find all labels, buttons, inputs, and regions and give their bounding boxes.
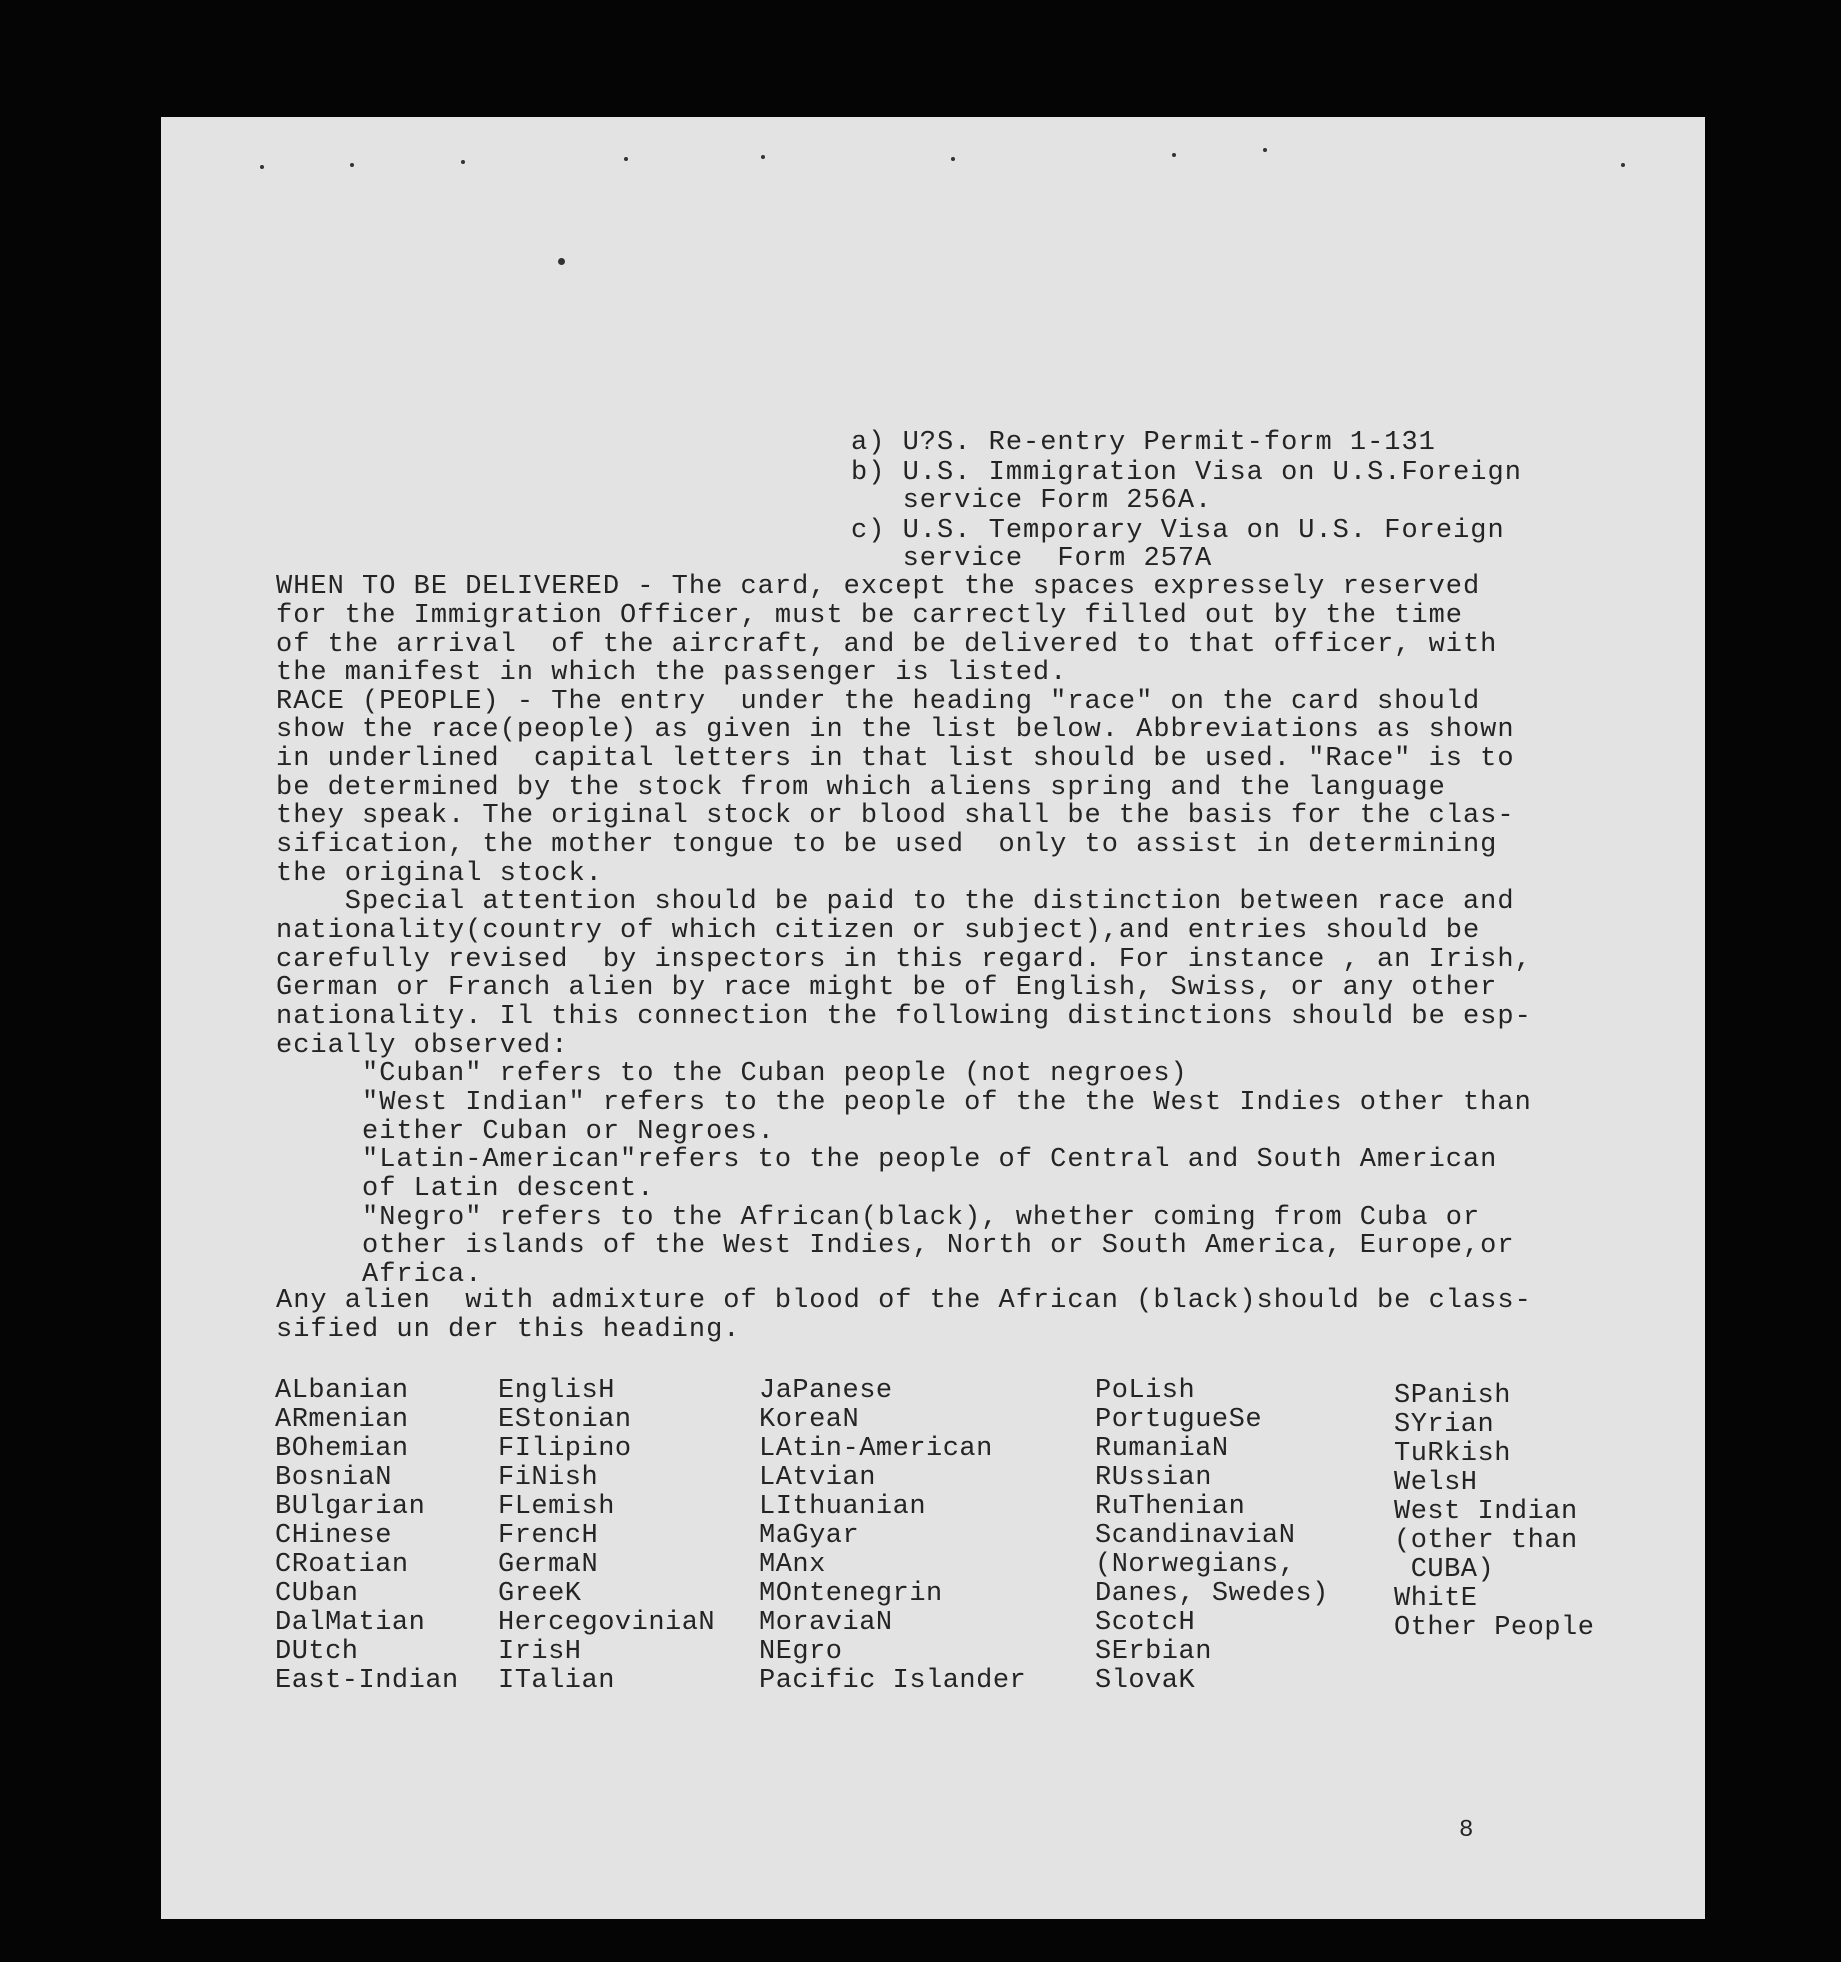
race-entry: East-Indian [275, 1666, 459, 1696]
punch-dot [1621, 163, 1625, 167]
visa-item: service Form 256A. [851, 486, 1213, 516]
race-entry: WelsH [1394, 1468, 1478, 1498]
race-entry: PortugueSe [1095, 1405, 1263, 1435]
visa-item: a) U?S. Re-entry Permit-form 1-131 [851, 428, 1436, 458]
punch-dot [1263, 148, 1267, 152]
text-line: "Negro" refers to the African(black), whether coming from Cuba or [276, 1203, 1481, 1233]
text-line: sified un der this heading. [276, 1315, 741, 1345]
punch-dot [558, 258, 565, 265]
race-entry: SErbian [1095, 1637, 1212, 1667]
race-entry: MoraviaN [759, 1608, 893, 1638]
race-entry: SPanish [1394, 1381, 1511, 1411]
race-entry: RumaniaN [1095, 1434, 1229, 1464]
race-entry: NEgro [759, 1637, 843, 1667]
race-entry: Danes, Swedes) [1095, 1579, 1329, 1609]
text-line: nationality. Il this connection the following distinctions should be esp- [276, 1002, 1532, 1032]
race-entry: ScandinaviaN [1095, 1521, 1296, 1551]
text-line: for the Immigration Officer, must be carrectly filled out by the time [276, 601, 1463, 631]
text-line: "West Indian" refers to the people of the the West Indies other than [276, 1088, 1532, 1118]
text-line: show the race(people) as given in the list below. Abbreviations as shown [276, 715, 1515, 745]
race-entry: KoreaN [759, 1405, 860, 1435]
race-entry: CRoatian [275, 1550, 409, 1580]
punch-dot [951, 157, 955, 161]
race-entry: West Indian [1394, 1497, 1578, 1527]
race-entry: JaPanese [759, 1376, 893, 1406]
race-entry: GreeK [498, 1579, 582, 1609]
race-entry: DalMatian [275, 1608, 426, 1638]
race-entry: EStonian [498, 1405, 632, 1435]
text-line: they speak. The original stock or blood shall be the basis for the clas- [276, 801, 1515, 831]
text-line: "Cuban" refers to the Cuban people (not negroes) [276, 1059, 1188, 1089]
race-entry: CUban [275, 1579, 359, 1609]
race-entry: Other People [1394, 1613, 1595, 1643]
race-column-1 [275, 1377, 459, 1696]
race-entry: BOhemian [275, 1434, 409, 1464]
text-line: Any alien with admixture of blood of the African (black)should be class- [276, 1286, 1532, 1316]
race-entry: LIthuanian [759, 1492, 927, 1522]
race-entry: MaGyar [759, 1521, 860, 1551]
race-entry: RuThenian [1095, 1492, 1246, 1522]
race-entry: EnglisH [498, 1376, 615, 1406]
text-line: Special attention should be paid to the distinction between race and [276, 887, 1515, 917]
race-entry: BUlgarian [275, 1492, 426, 1522]
race-entry: ScotcH [1095, 1608, 1196, 1638]
race-entry: HercegoviniaN [498, 1608, 716, 1638]
text-line: either Cuban or Negroes. [276, 1117, 775, 1147]
punch-dot [350, 163, 354, 167]
race-entry: LAtvian [759, 1463, 876, 1493]
race-entry: FiNish [498, 1463, 599, 1493]
race-entry: PoLish [1095, 1376, 1196, 1406]
race-entry: (other than [1394, 1526, 1578, 1556]
race-entry: SlovaK [1095, 1666, 1196, 1696]
race-column-4 [1095, 1377, 1329, 1696]
race-entry: (Norwegians, [1095, 1550, 1296, 1580]
race-entry: ITalian [498, 1666, 615, 1696]
text-line: RACE (PEOPLE) - The entry under the heading "race" on the card should [276, 687, 1481, 717]
race-entry: SYrian [1394, 1410, 1495, 1440]
race-entry: FIlipino [498, 1434, 632, 1464]
race-entry: TuRkish [1394, 1439, 1511, 1469]
visa-item: b) U.S. Immigration Visa on U.S.Foreign [851, 458, 1522, 488]
text-line: of the arrival of the aircraft, and be delivered to that officer, with [276, 630, 1498, 660]
race-entry: Pacific Islander [759, 1666, 1027, 1696]
text-line: WHEN TO BE DELIVERED - The card, except the spaces expressely reserved [276, 572, 1481, 602]
text-line: other islands of the West Indies, North or South America, Europe,or [276, 1231, 1515, 1261]
race-entry: ALbanian [275, 1376, 409, 1406]
race-entry: ARmenian [275, 1405, 409, 1435]
text-line: the manifest in which the passenger is listed. [276, 658, 1068, 688]
race-column-3 [759, 1377, 1026, 1696]
race-entry: BosniaN [275, 1463, 392, 1493]
text-line: of Latin descent. [276, 1174, 655, 1204]
text-line: nationality(country of which citizen or subject),and entries should be [276, 916, 1481, 946]
punch-dot [461, 160, 465, 164]
race-entry: IrisH [498, 1637, 582, 1667]
race-entry: GermaN [498, 1550, 599, 1580]
text-line: German or Franch alien by race might be of English, Swiss, or any other [276, 973, 1498, 1003]
text-line: Africa. [276, 1260, 483, 1290]
race-entry: CHinese [275, 1521, 392, 1551]
race-entry: LAtin-American [759, 1434, 993, 1464]
race-column-5 [1394, 1382, 1594, 1643]
text-line: carefully revised by inspectors in this regard. For instance , an Irish, [276, 945, 1532, 975]
race-entry: FrencH [498, 1521, 599, 1551]
text-line: sification, the mother tongue to be used only to assist in determining [276, 830, 1498, 860]
punch-dot [260, 165, 264, 169]
document-page [161, 117, 1705, 1919]
punch-dot [761, 155, 765, 159]
race-entry: CUBA) [1394, 1555, 1495, 1585]
race-entry: MAnx [759, 1550, 826, 1580]
text-line: in underlined capital letters in that list should be used. "Race" is to [276, 744, 1515, 774]
visa-item: service Form 257A [851, 544, 1213, 574]
text-line: "Latin-American"refers to the people of Central and South American [276, 1145, 1498, 1175]
visa-item: c) U.S. Temporary Visa on U.S. Foreign [851, 516, 1505, 546]
race-entry: RUssian [1095, 1463, 1212, 1493]
race-entry: MOntenegrin [759, 1579, 943, 1609]
race-column-2 [498, 1377, 715, 1696]
page-number: 8 [1459, 1817, 1474, 1844]
text-line: be determined by the stock from which aliens spring and the language [276, 773, 1446, 803]
punch-dot [624, 157, 628, 161]
race-entry: WhitE [1394, 1584, 1478, 1614]
race-entry: DUtch [275, 1637, 359, 1667]
text-line: ecially observed: [276, 1031, 569, 1061]
race-entry: FLemish [498, 1492, 615, 1522]
punch-dot [1172, 153, 1176, 157]
text-line: the original stock. [276, 859, 603, 889]
